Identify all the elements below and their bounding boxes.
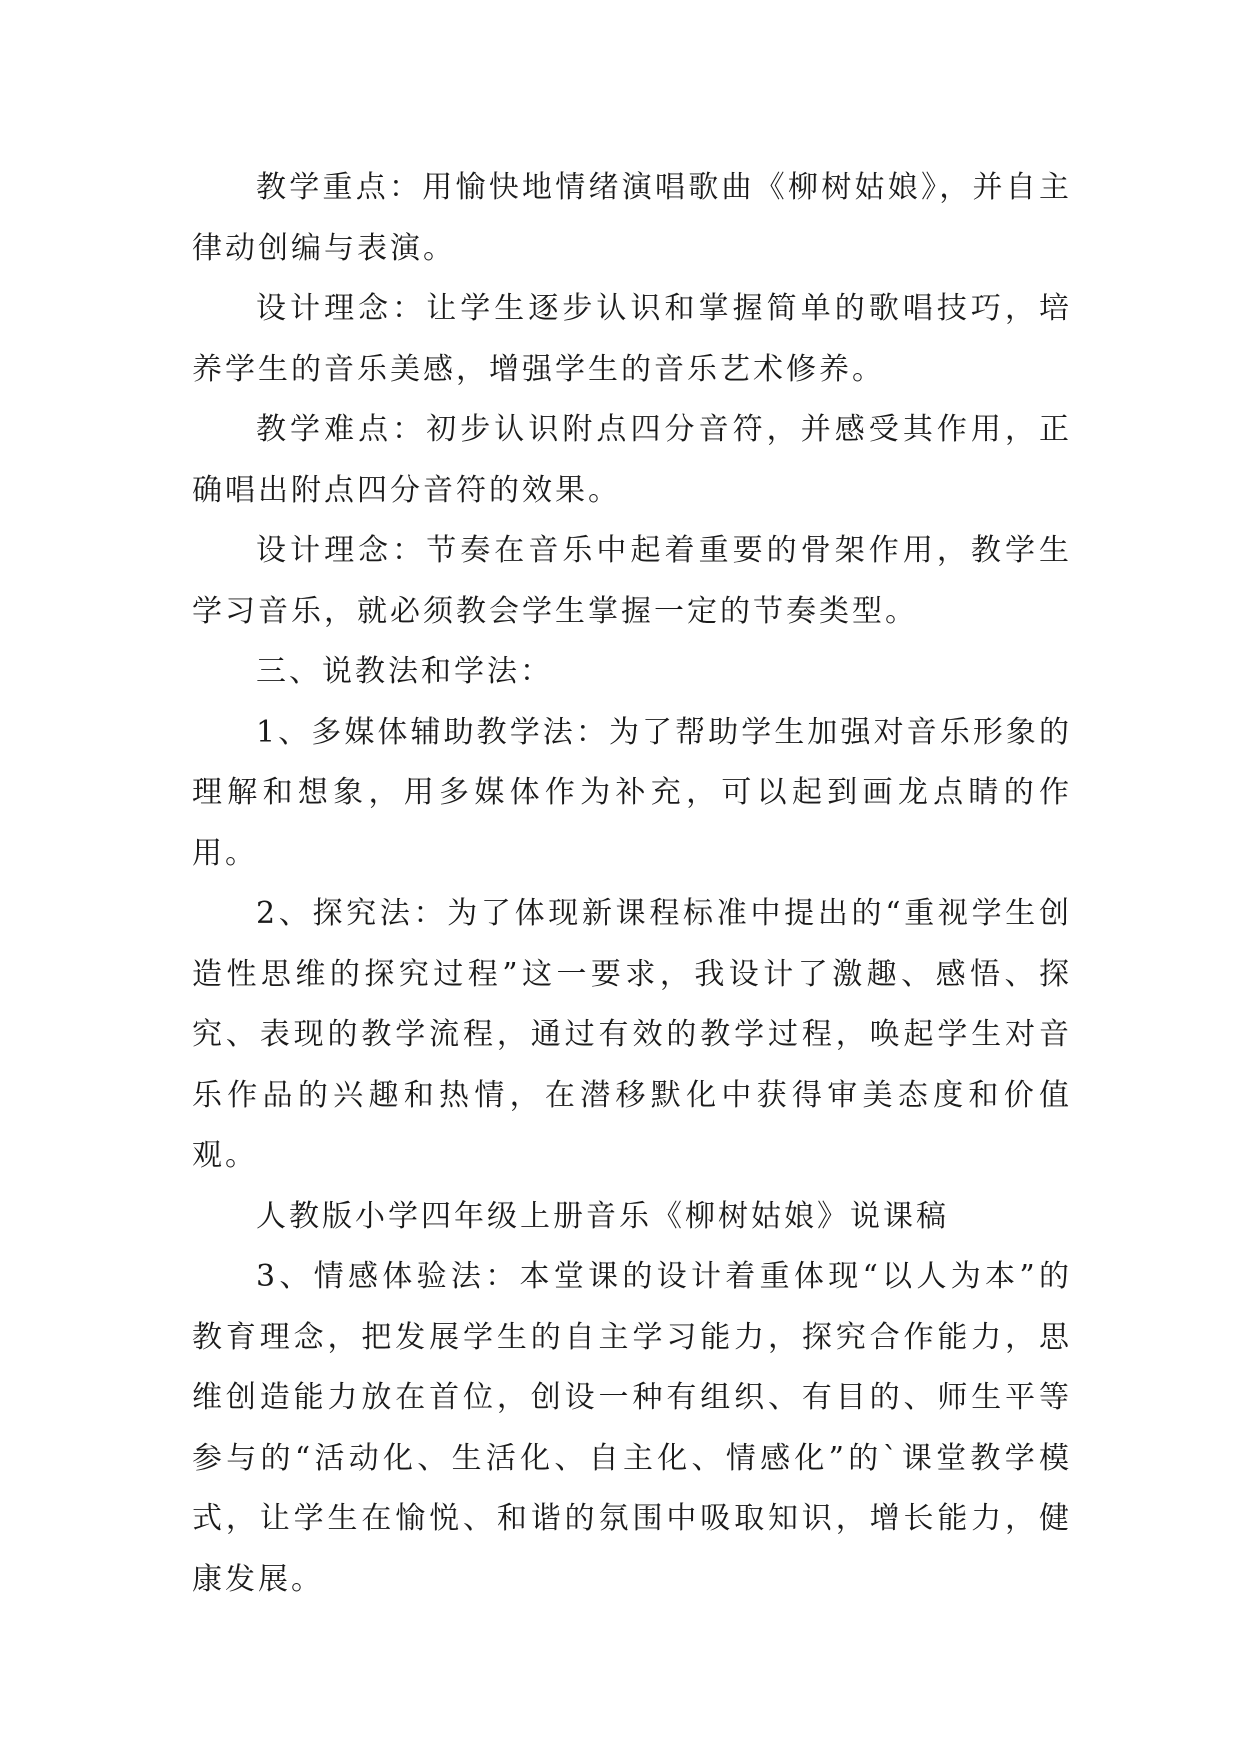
paragraph-teaching-difficulty: 教学难点：初步认识附点四分音符，并感受其作用，正确唱出附点四分音符的效果。 [192, 412, 1072, 508]
paragraph-method-multimedia: 1、多媒体辅助教学法：为了帮助学生加强对音乐形象的理解和想象，用多媒体作为补充，可以起到画龙点睛的作用。 [192, 714, 1072, 871]
document-body [192, 158, 1072, 1610]
paragraph-design-concept-2: 设计理念：节奏在音乐中起着重要的骨架作用，教学生学习音乐，就必须教会学生掌握一定的节奏类型。 [192, 533, 1072, 629]
paragraph-teaching-focus: 教学重点：用愉快地情绪演唱歌曲《柳树姑娘》，并自主律动创编与表演。 [192, 170, 1072, 266]
paragraph-design-concept-1: 设计理念：让学生逐步认识和掌握简单的歌唱技巧，培养学生的音乐美感，增强学生的音乐艺术修养。 [192, 291, 1072, 387]
paragraph-method-emotion: 3、情感体验法：本堂课的设计着重体现“以人为本”的教育理念，把发展学生的自主学习能力，探究合作能力，思维创造能力放在首位，创设一种有组织、有目的、师生平等参与的“活动化、生活化、自主化、情感化”的`课堂教学模式，让学生在愉悦、和谐的氛围中吸取知识，增长能力，健康发展。 [192, 1259, 1072, 1597]
paragraph-method-inquiry: 2、探究法：为了体现新课程标准中提出的“重视学生创造性思维的探究过程”这一要求，我设计了激趣、感悟、探究、表现的教学流程，通过有效的教学过程，唤起学生对音乐作品的兴趣和热情，在潜移默化中获得审美态度和价值观。 [192, 896, 1072, 1173]
section-heading-methods: 三、说教法和学法： [256, 654, 553, 689]
document-title-line: 人教版小学四年级上册音乐《柳树姑娘》说课稿 [256, 1198, 949, 1234]
